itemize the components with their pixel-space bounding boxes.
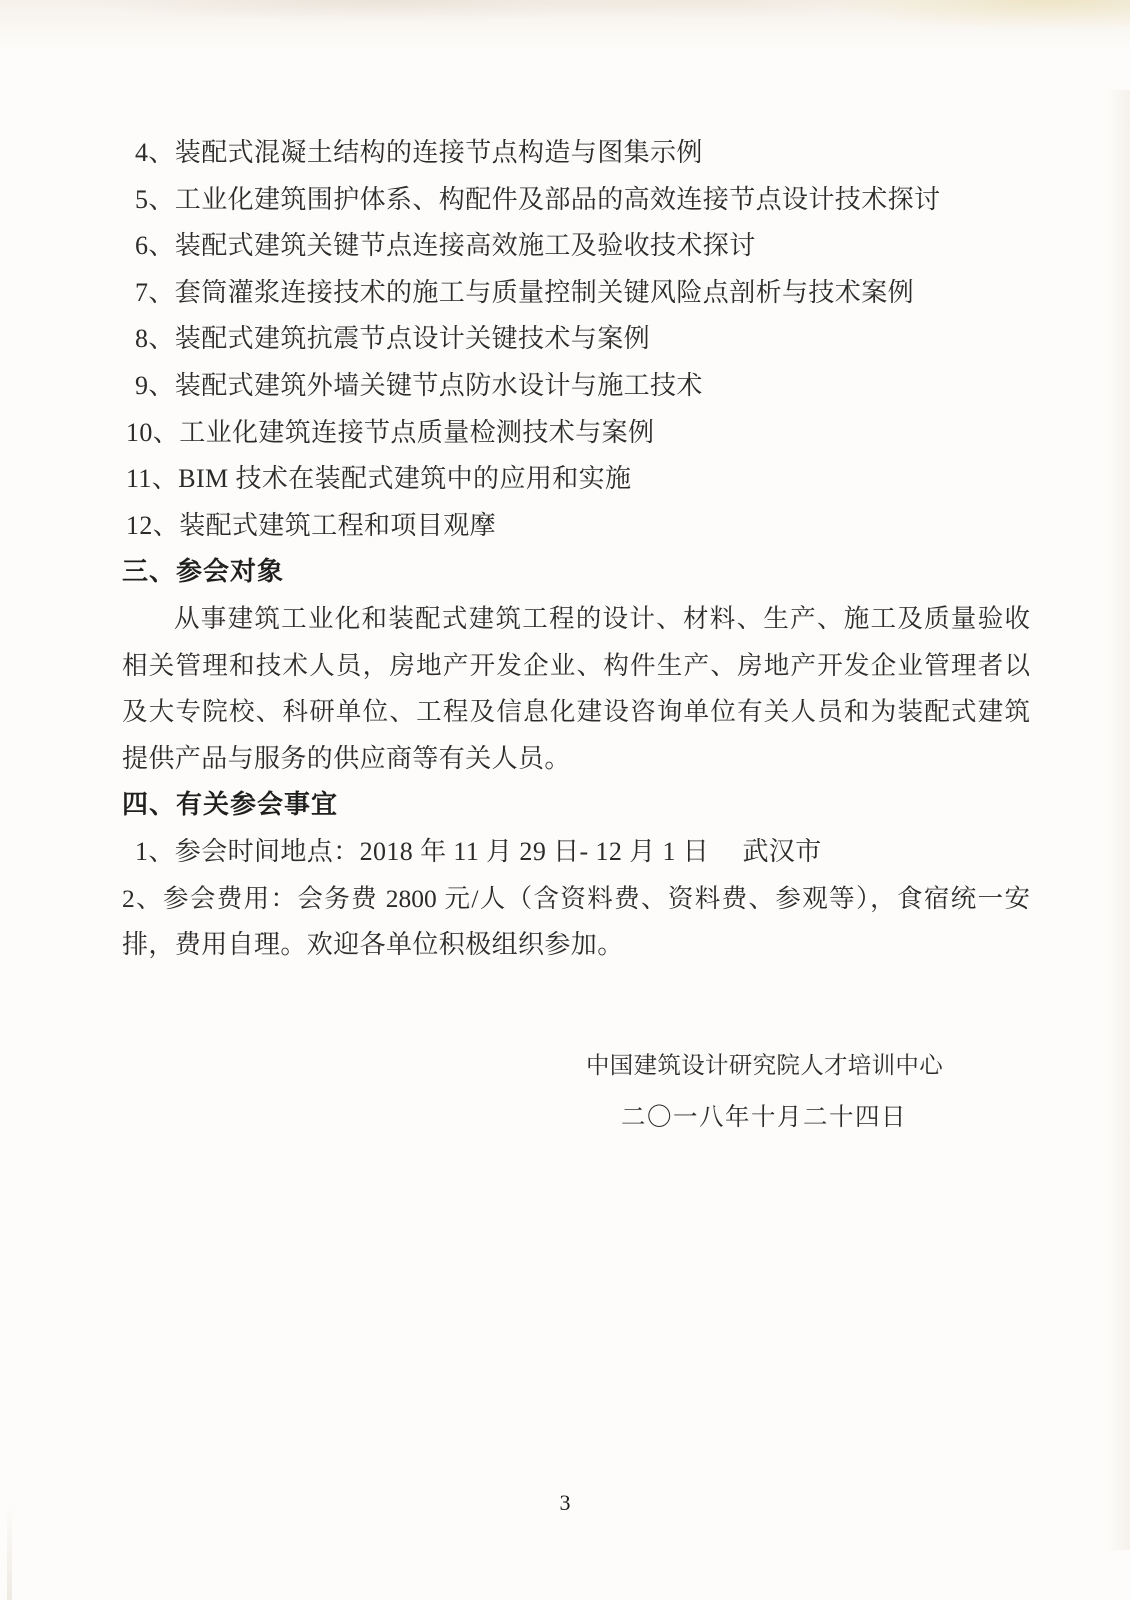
section-three-heading: 三、参会对象 <box>122 557 285 587</box>
agenda-item-7: 7、套筒灌浆连接技术的施工与质量控制关键风险点剖析与技术案例 <box>135 277 915 307</box>
participants-paragraph-line-4: 提供产品与服务的供应商等有关人员。 <box>122 743 571 773</box>
page-number: 3 <box>559 1490 571 1515</box>
agenda-item-10: 10、工业化建筑连接节点质量检测技术与案例 <box>126 417 655 447</box>
agenda-item-8: 8、装配式建筑抗震节点设计关键技术与案例 <box>135 324 651 354</box>
participants-paragraph-line-3: 及大专院校、科研单位、工程及信息化建设咨询单位有关人员和为装配式建筑 <box>122 697 1030 727</box>
signature-date: 二〇一八年十月二十四日 <box>621 1104 907 1131</box>
section-four-heading: 四、有关参会事宜 <box>122 790 339 820</box>
participants-paragraph-line-1: 从事建筑工业化和装配式建筑工程的设计、材料、生产、施工及质量验收 <box>174 603 1030 633</box>
meeting-time-place-item: 1、参会时间地点：2018 年 11 月 29 日- 12 月 1 日 武汉市 <box>135 836 822 866</box>
scan-artifact-top-edge <box>0 0 1130 58</box>
document-body <box>122 136 1030 975</box>
agenda-item-4: 4、装配式混凝土结构的连接节点构造与图集示例 <box>135 138 703 167</box>
agenda-item-6: 6、装配式建筑关键节点连接高效施工及验收技术探讨 <box>135 231 756 261</box>
participants-paragraph-line-2: 相关管理和技术人员，房地产开发企业、构件生产、房地产开发企业管理者以 <box>122 650 1030 680</box>
agenda-item-9: 9、装配式建筑外墙关键节点防水设计与施工技术 <box>135 370 703 400</box>
signature-organization: 中国建筑设计研究院人才培训中心 <box>586 1053 943 1079</box>
meeting-fee-item-line-1: 2、参会费用：会务费 2800 元/人（含资料费、资料费、参观等），食宿统一安 <box>122 883 1030 913</box>
signature-block <box>586 1050 942 1134</box>
agenda-item-12: 12、装配式建筑工程和项目观摩 <box>126 510 497 540</box>
agenda-item-5: 5、工业化建筑围护体系、构配件及部品的高效连接节点设计技术探讨 <box>135 184 941 214</box>
scan-artifact-bottom-left-edge <box>7 1505 12 1600</box>
scan-artifact-right-edge <box>1106 90 1130 1550</box>
meeting-fee-item-line-2: 排，费用自理。欢迎各单位积极组织参加。 <box>122 930 624 960</box>
agenda-item-11: 11、BIM 技术在装配式建筑中的应用和实施 <box>126 464 632 494</box>
